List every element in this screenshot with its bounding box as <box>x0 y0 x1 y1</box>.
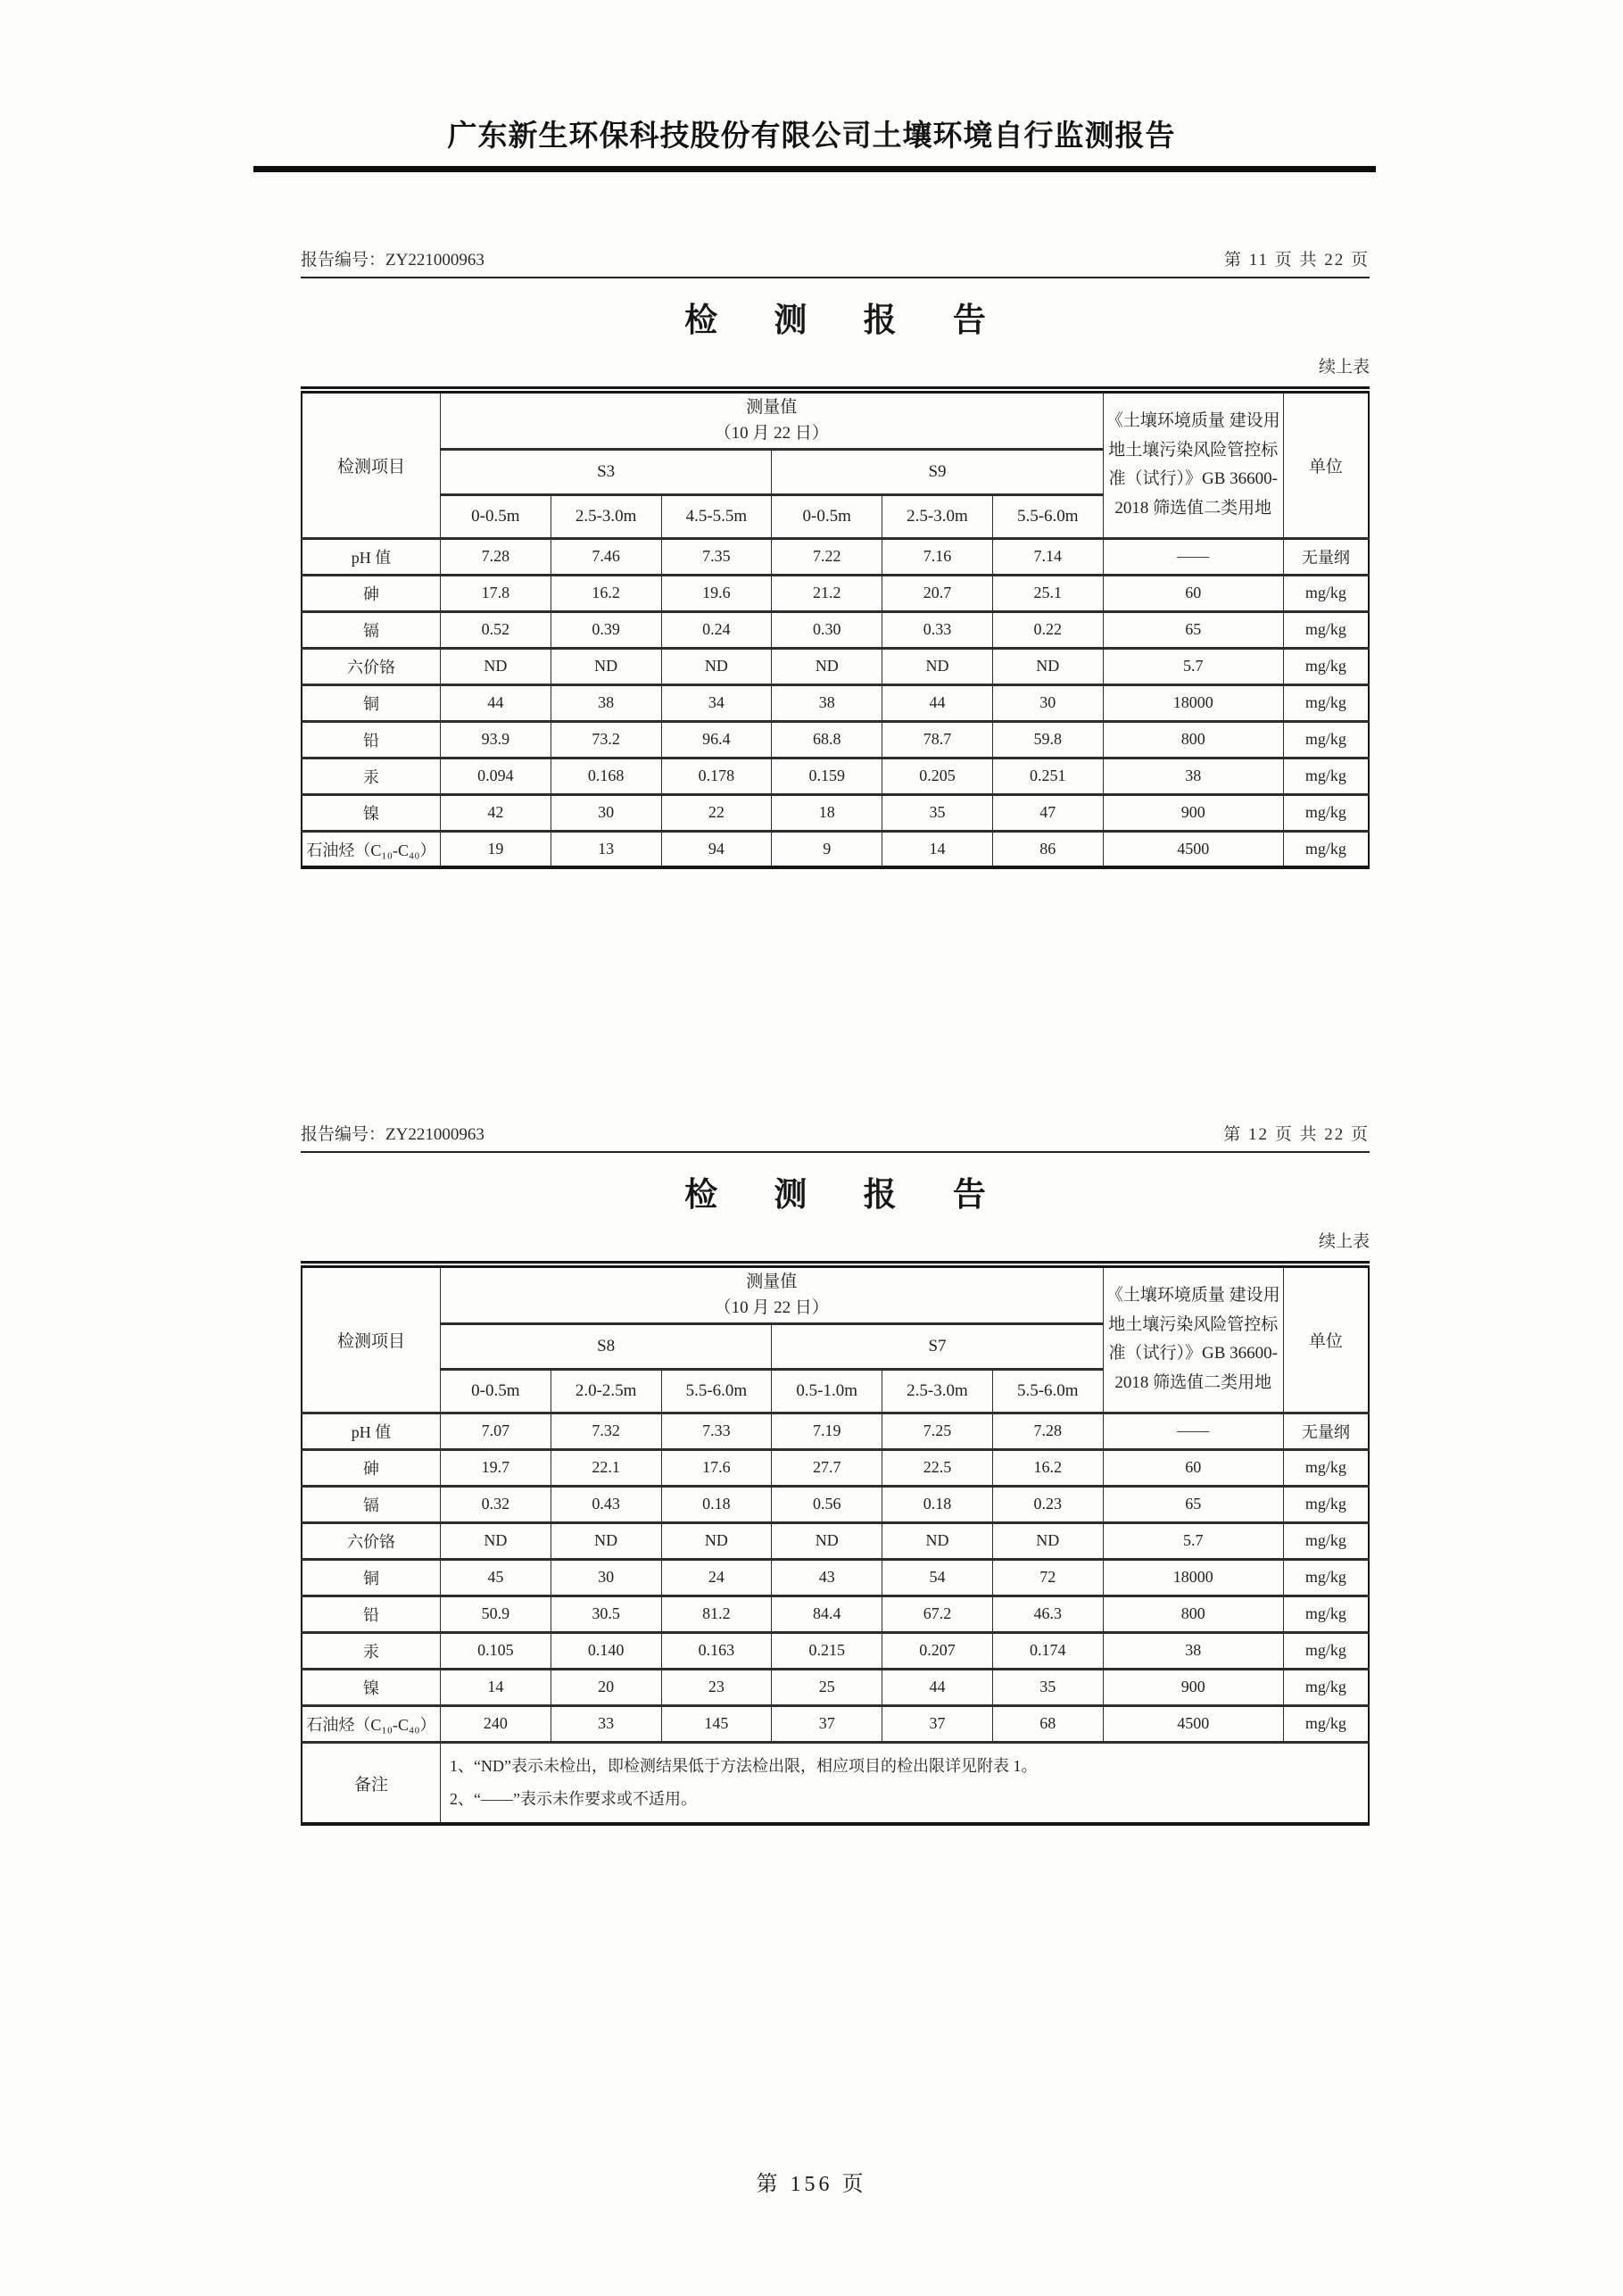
measured-value: 34 <box>661 684 772 721</box>
measured-value: 94 <box>661 831 772 867</box>
measured-value: 17.8 <box>440 575 551 611</box>
depth-header: 0-0.5m <box>440 1369 551 1413</box>
screening-standard-value: 60 <box>1103 575 1283 611</box>
measured-value: 30 <box>992 684 1103 721</box>
report-section-page-11 <box>301 246 1370 869</box>
measured-value: 7.46 <box>551 538 661 575</box>
unit-value: mg/kg <box>1283 684 1369 721</box>
measured-value: 35 <box>992 1669 1103 1705</box>
screening-standard-value: 900 <box>1103 1669 1283 1705</box>
row-item-label: 铅 <box>302 721 440 758</box>
measured-value: 0.205 <box>882 758 993 794</box>
report-section-page-12 <box>301 1121 1370 1826</box>
measured-value: 16.2 <box>551 575 661 611</box>
measured-value: 59.8 <box>992 721 1103 758</box>
measured-value: ND <box>661 648 772 684</box>
notes-row <box>302 1742 1369 1824</box>
table-row <box>302 1486 1369 1522</box>
measured-value: 96.4 <box>661 721 772 758</box>
measured-value: 7.22 <box>772 538 882 575</box>
screening-standard-value: 38 <box>1103 1632 1283 1669</box>
measured-value: 19.6 <box>661 575 772 611</box>
measured-value: 7.28 <box>440 538 551 575</box>
row-item-label: 汞 <box>302 758 440 794</box>
measured-value: ND <box>882 648 993 684</box>
measured-value: 240 <box>440 1705 551 1742</box>
measured-value: 45 <box>440 1559 551 1596</box>
sample-group-header-s7: S7 <box>772 1323 1103 1369</box>
screening-standard-value: —— <box>1103 1413 1283 1449</box>
screening-standard-column-header: 《土壤环境质量 建设用地土壤污染风险管控标准（试行）》GB 36600-2018 筛选值二类用地 <box>1103 390 1283 538</box>
measured-value: 72 <box>992 1559 1103 1596</box>
measured-value: 14 <box>440 1669 551 1705</box>
measurement-header-date: （10 月 22 日） <box>714 424 829 443</box>
measured-value: 7.33 <box>661 1413 772 1449</box>
measured-value: 0.18 <box>661 1486 772 1522</box>
row-item-label: 汞 <box>302 1632 440 1669</box>
row-item-label: pH 值 <box>302 538 440 575</box>
unit-column-header: 单位 <box>1283 1264 1369 1413</box>
measured-value: 0.163 <box>661 1632 772 1669</box>
row-item-label: 铅 <box>302 1596 440 1632</box>
measured-value: 0.23 <box>992 1486 1103 1522</box>
measured-value: 0.168 <box>551 758 661 794</box>
measured-value: 20.7 <box>882 575 993 611</box>
row-item-label: 镉 <box>302 611 440 648</box>
measured-value: 0.39 <box>551 611 661 648</box>
measured-value: 42 <box>440 794 551 831</box>
measured-value: 14 <box>882 831 993 867</box>
depth-header: 2.5-3.0m <box>551 494 661 538</box>
row-item-label: 六价铬 <box>302 648 440 684</box>
measured-value: 44 <box>440 684 551 721</box>
depth-header: 2.0-2.5m <box>551 1369 661 1413</box>
table-row <box>302 538 1369 575</box>
sample-group-header-s3: S3 <box>440 449 771 494</box>
measured-value: 0.159 <box>772 758 882 794</box>
table-body <box>302 1413 1369 1742</box>
measured-value: 68 <box>992 1705 1103 1742</box>
measured-value: 47 <box>992 794 1103 831</box>
measured-value: 33 <box>551 1705 661 1742</box>
row-item-label: 镉 <box>302 1486 440 1522</box>
screening-standard-value: 18000 <box>1103 684 1283 721</box>
measured-value: 19 <box>440 831 551 867</box>
sample-group-header-s9: S9 <box>772 449 1103 494</box>
measured-value: 7.07 <box>440 1413 551 1449</box>
depth-header: 0-0.5m <box>772 494 882 538</box>
measured-value: 0.105 <box>440 1632 551 1669</box>
measured-value: 16.2 <box>992 1449 1103 1486</box>
screening-standard-value: 18000 <box>1103 1559 1283 1596</box>
measured-value: 145 <box>661 1705 772 1742</box>
unit-value: 无量纲 <box>1283 538 1369 575</box>
measured-value: ND <box>882 1522 993 1559</box>
document-header-title: 广东新生环保科技股份有限公司土壤环境自行监测报告 <box>447 120 1176 153</box>
screening-standard-value: 800 <box>1103 1596 1283 1632</box>
measured-value: 30 <box>551 1559 661 1596</box>
measured-value: 35 <box>882 794 993 831</box>
unit-value: mg/kg <box>1283 1522 1369 1559</box>
table-row <box>302 611 1369 648</box>
measured-value: 0.56 <box>772 1486 882 1522</box>
measured-value: ND <box>440 1522 551 1559</box>
measured-value: 25.1 <box>992 575 1103 611</box>
measured-value: 18 <box>772 794 882 831</box>
measured-value: 37 <box>882 1705 993 1742</box>
measured-value: 0.178 <box>661 758 772 794</box>
row-item-label: 砷 <box>302 1449 440 1486</box>
table-row <box>302 1669 1369 1705</box>
measured-value: 44 <box>882 1669 993 1705</box>
measurement-header <box>440 1264 1103 1323</box>
unit-value: mg/kg <box>1283 1559 1369 1596</box>
row-item-label: 镍 <box>302 794 440 831</box>
measured-value: 9 <box>772 831 882 867</box>
measured-value: 13 <box>551 831 661 867</box>
measured-value: 19.7 <box>440 1449 551 1486</box>
measured-value: 27.7 <box>772 1449 882 1486</box>
measurement-header-title: 测量值 <box>746 1272 798 1291</box>
measured-value: ND <box>551 1522 661 1559</box>
measurement-header-date: （10 月 22 日） <box>714 1298 829 1318</box>
measured-value: 7.19 <box>772 1413 882 1449</box>
report-number: 报告编号：ZY221000963 <box>301 1125 484 1144</box>
notes-cell <box>440 1742 1369 1824</box>
measured-value: 23 <box>661 1669 772 1705</box>
report-meta-row <box>301 246 1370 278</box>
unit-value: 无量纲 <box>1283 1413 1369 1449</box>
page-indicator: 第 11 页 共 22 页 <box>1223 251 1370 269</box>
table-body <box>302 538 1369 867</box>
measured-value: 7.32 <box>551 1413 661 1449</box>
measured-value: ND <box>661 1522 772 1559</box>
depth-header: 4.5-5.5m <box>661 494 772 538</box>
measured-value: 30.5 <box>551 1596 661 1632</box>
page-indicator: 第 12 页 共 22 页 <box>1223 1125 1370 1144</box>
depth-header: 5.5-6.0m <box>661 1369 772 1413</box>
report-number: 报告编号：ZY221000963 <box>301 251 484 269</box>
measurement-header-title: 测量值 <box>746 398 798 417</box>
row-item-label: 铜 <box>302 684 440 721</box>
measured-value: 7.25 <box>882 1413 993 1449</box>
measured-value: 68.8 <box>772 721 882 758</box>
measured-value: 67.2 <box>882 1596 993 1632</box>
row-item-label: pH 值 <box>302 1413 440 1449</box>
measured-value: 0.33 <box>882 611 993 648</box>
measured-value: 84.4 <box>772 1596 882 1632</box>
table-row <box>302 1522 1369 1559</box>
measured-value: 0.43 <box>551 1486 661 1522</box>
measured-value: 22.5 <box>882 1449 993 1486</box>
table-row <box>302 1632 1369 1669</box>
item-column-header: 检测项目 <box>302 1264 440 1413</box>
screening-standard-value: 900 <box>1103 794 1283 831</box>
table-row <box>302 831 1369 867</box>
measured-value: 7.28 <box>992 1413 1103 1449</box>
row-item-label: 铜 <box>302 1559 440 1596</box>
unit-value: mg/kg <box>1283 758 1369 794</box>
measured-value: 30 <box>551 794 661 831</box>
depth-header: 2.5-3.0m <box>882 494 993 538</box>
measured-value: 0.174 <box>992 1632 1103 1669</box>
section-title: 检 测 报 告 <box>684 1177 986 1214</box>
screening-standard-value: 65 <box>1103 1486 1283 1522</box>
screening-standard-value: 38 <box>1103 758 1283 794</box>
unit-value: mg/kg <box>1283 831 1369 867</box>
table-row <box>302 794 1369 831</box>
table-row <box>302 1596 1369 1632</box>
table-row <box>302 684 1369 721</box>
unit-value: mg/kg <box>1283 1632 1369 1669</box>
measured-value: 73.2 <box>551 721 661 758</box>
measured-value: 78.7 <box>882 721 993 758</box>
unit-value: mg/kg <box>1283 794 1369 831</box>
measured-value: 0.32 <box>440 1486 551 1522</box>
screening-standard-value: 60 <box>1103 1449 1283 1486</box>
measured-value: 93.9 <box>440 721 551 758</box>
measured-value: 0.18 <box>882 1486 993 1522</box>
measured-value: ND <box>992 648 1103 684</box>
header-divider-rule <box>253 166 1376 172</box>
row-item-label: 石油烃（C₁₀-C₄₀） <box>302 831 440 867</box>
measured-value: 24 <box>661 1559 772 1596</box>
row-item-label: 六价铬 <box>302 1522 440 1559</box>
unit-value: mg/kg <box>1283 1596 1369 1632</box>
measured-value: 21.2 <box>772 575 882 611</box>
depth-header: 2.5-3.0m <box>882 1369 993 1413</box>
screening-standard-value: 5.7 <box>1103 1522 1283 1559</box>
depth-header: 5.5-6.0m <box>992 494 1103 538</box>
measured-value: 0.52 <box>440 611 551 648</box>
screening-standard-value: 4500 <box>1103 831 1283 867</box>
table-row <box>302 1413 1369 1449</box>
item-column-header: 检测项目 <box>302 390 440 538</box>
table-row <box>302 648 1369 684</box>
table-row <box>302 1449 1369 1486</box>
measured-value: 0.251 <box>992 758 1103 794</box>
measured-value: 0.215 <box>772 1632 882 1669</box>
measured-value: 54 <box>882 1559 993 1596</box>
measured-value: 46.3 <box>992 1596 1103 1632</box>
unit-value: mg/kg <box>1283 721 1369 758</box>
measured-value: ND <box>440 648 551 684</box>
continued-table-note: 续上表 <box>1318 358 1370 377</box>
unit-value: mg/kg <box>1283 1486 1369 1522</box>
section-title: 检 测 报 告 <box>684 303 986 339</box>
measurement-header <box>440 390 1103 449</box>
measured-value: ND <box>992 1522 1103 1559</box>
measured-value: 0.22 <box>992 611 1103 648</box>
depth-header: 0.5-1.0m <box>772 1369 882 1413</box>
measured-value: 0.24 <box>661 611 772 648</box>
measured-value: 22 <box>661 794 772 831</box>
measured-value: 81.2 <box>661 1596 772 1632</box>
measured-value: 38 <box>551 684 661 721</box>
table-row <box>302 1705 1369 1742</box>
unit-value: mg/kg <box>1283 1705 1369 1742</box>
screening-standard-value: 5.7 <box>1103 648 1283 684</box>
note-line: 2、“——”表示未作要求或不适用。 <box>449 1790 697 1809</box>
measured-value: 17.6 <box>661 1449 772 1486</box>
measured-value: 44 <box>882 684 993 721</box>
measured-value: 0.140 <box>551 1632 661 1669</box>
depth-header: 0-0.5m <box>440 494 551 538</box>
screening-standard-value: 800 <box>1103 721 1283 758</box>
measured-value: 7.35 <box>661 538 772 575</box>
depth-header: 5.5-6.0m <box>992 1369 1103 1413</box>
sample-group-header-s8: S8 <box>440 1323 771 1369</box>
measured-value: ND <box>772 648 882 684</box>
screening-standard-value: 4500 <box>1103 1705 1283 1742</box>
screening-standard-value: 65 <box>1103 611 1283 648</box>
measured-value: 0.207 <box>882 1632 993 1669</box>
measured-value: 7.14 <box>992 538 1103 575</box>
screening-standard-column-header: 《土壤环境质量 建设用地土壤污染风险管控标准（试行）》GB 36600-2018 筛选值二类用地 <box>1103 1264 1283 1413</box>
measured-value: ND <box>551 648 661 684</box>
row-item-label: 砷 <box>302 575 440 611</box>
unit-value: mg/kg <box>1283 648 1369 684</box>
measured-value: ND <box>772 1522 882 1559</box>
monitoring-results-table-s8-s7 <box>301 1261 1370 1826</box>
measured-value: 25 <box>772 1669 882 1705</box>
unit-value: mg/kg <box>1283 1449 1369 1486</box>
footer-page-number: 第 156 页 <box>756 2173 867 2196</box>
measured-value: 22.1 <box>551 1449 661 1486</box>
row-item-label: 镍 <box>302 1669 440 1705</box>
unit-value: mg/kg <box>1283 1669 1369 1705</box>
report-meta-row <box>301 1121 1370 1153</box>
measured-value: 0.30 <box>772 611 882 648</box>
measured-value: 86 <box>992 831 1103 867</box>
measured-value: 38 <box>772 684 882 721</box>
measured-value: 7.16 <box>882 538 993 575</box>
measured-value: 37 <box>772 1705 882 1742</box>
screening-standard-value: —— <box>1103 538 1283 575</box>
row-item-label: 石油烃（C₁₀-C₄₀） <box>302 1705 440 1742</box>
monitoring-results-table-s3-s9 <box>301 386 1370 869</box>
measured-value: 20 <box>551 1669 661 1705</box>
continued-table-note: 续上表 <box>1318 1232 1370 1251</box>
unit-value: mg/kg <box>1283 611 1369 648</box>
notes-label: 备注 <box>302 1742 440 1824</box>
table-row <box>302 1559 1369 1596</box>
note-line: 1、“ND”表示未检出，即检测结果低于方法检出限，相应项目的检出限详见附表 1。 <box>449 1757 1038 1776</box>
table-row <box>302 758 1369 794</box>
table-row <box>302 721 1369 758</box>
measured-value: 0.094 <box>440 758 551 794</box>
measured-value: 43 <box>772 1559 882 1596</box>
measured-value: 50.9 <box>440 1596 551 1632</box>
unit-column-header: 单位 <box>1283 390 1369 538</box>
table-row <box>302 575 1369 611</box>
unit-value: mg/kg <box>1283 575 1369 611</box>
